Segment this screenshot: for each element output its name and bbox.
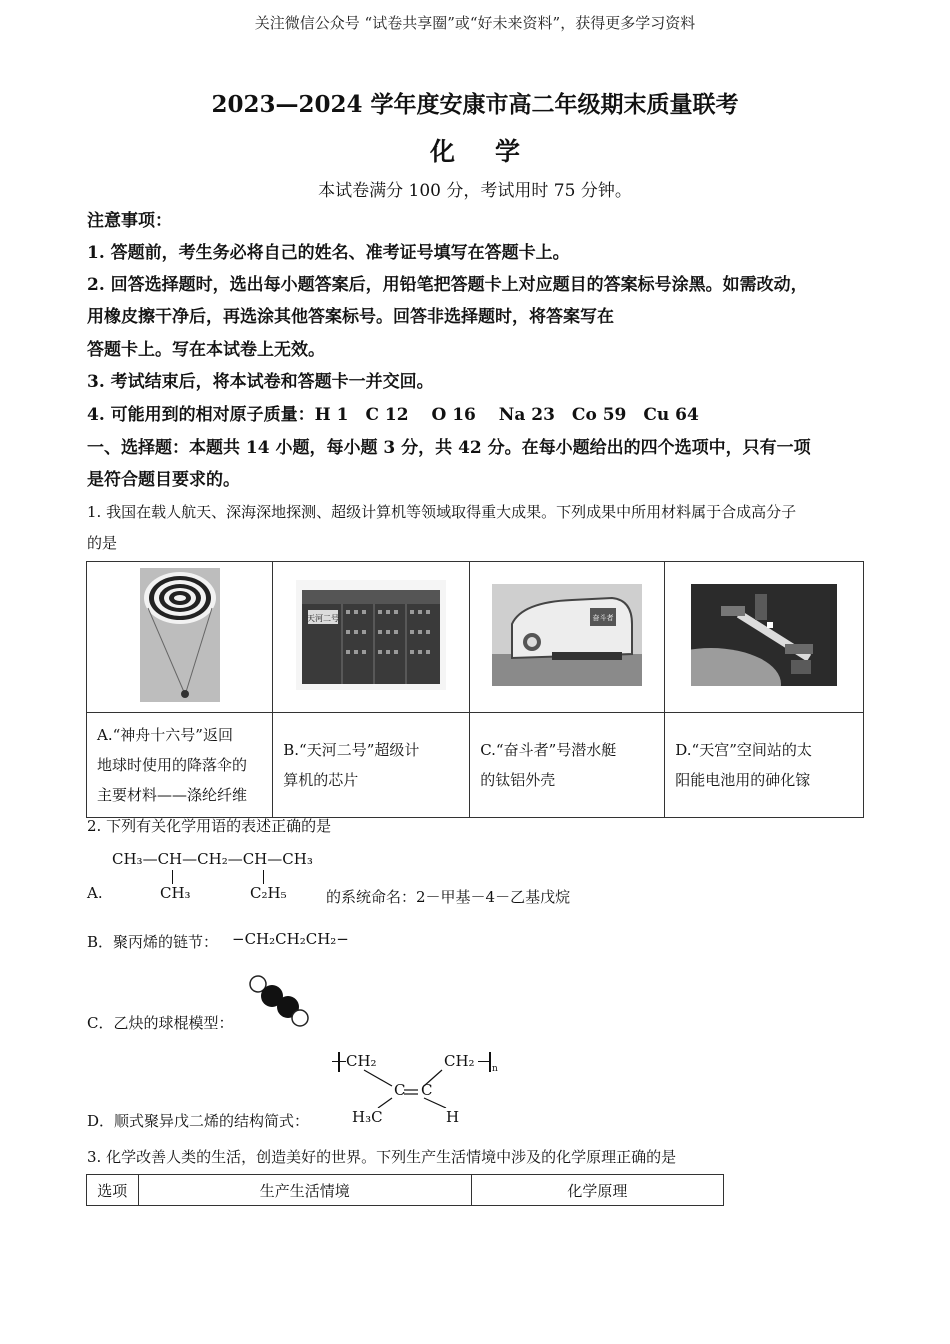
polyisoprene-h: H — [446, 1108, 460, 1126]
supercomputer-screen-label: 天河二号 — [307, 614, 340, 623]
exam-info: 本试卷满分 100 分，考试用时 75 分钟。 — [318, 181, 632, 201]
notice-heading: 注意事项： — [87, 211, 172, 231]
q1-option-c — [470, 713, 665, 818]
q2-option-b-formula: −CH₂CH₂CH₂− — [232, 930, 349, 948]
q1-image-c-cell — [470, 562, 665, 713]
header-note: 关注微信公众号 “试卷共享圈”或“好未来资料”，获得更多学习资料 — [254, 14, 696, 32]
q1-option-b-line2: 算机的芯片 — [283, 771, 359, 789]
section1-line1: 一、选择题：本题共 14 小题，每小题 3 分，共 42 分。在每小题给出的四个选项中，只有一项 — [87, 438, 811, 458]
q2-stem: 2. 下列有关化学用语的表述正确的是 — [87, 817, 332, 835]
polyisoprene-bracket-left — [338, 1052, 340, 1072]
submarine-image — [492, 584, 642, 686]
notice-item-4: 4. 可能用到的相对原子质量：H 1 C 12 O 16 Na 23 Co 59 Cu 64 — [87, 405, 699, 425]
notice-item-2c: 答题卡上。写在本试卷上无效。 — [87, 340, 325, 360]
q1-option-b — [273, 713, 470, 818]
q2-option-a-text: 的系统命名：2－甲基－4－乙基戊烷 — [326, 888, 571, 906]
polyisoprene-bonds — [356, 1068, 456, 1108]
polyisoprene-n: n — [492, 1064, 498, 1074]
q3-header-scenario: 生产生活情境 — [138, 1175, 471, 1206]
q1-option-a-line1: A.“神舟十六号”返回 — [97, 726, 233, 744]
q1-option-a — [87, 713, 273, 818]
q1-options-table — [86, 561, 864, 818]
space-station-image — [691, 584, 837, 686]
section1-line2: 是符合题目要求的。 — [87, 470, 240, 490]
q1-option-c-line1: C.“奋斗者”号潜水艇 — [480, 741, 617, 759]
q2-option-d-text: D．顺式聚异戊二烯的结构简式： — [87, 1112, 310, 1130]
notice-item-3: 3. 考试结束后，将本试卷和答题卡一并交回。 — [87, 372, 434, 392]
acetylene-ball-stick-model — [244, 972, 314, 1030]
polyisoprene-bond-left — [332, 1061, 346, 1062]
subject-title: 化学 — [429, 137, 560, 166]
q2-a-bond-2 — [263, 870, 264, 884]
q2-option-a-prefix: A. — [87, 884, 103, 902]
q3-stem: 3. 化学改善人类的生活，创造美好的世界。下列生产生活情境中涉及的化学原理正确的是 — [87, 1148, 677, 1166]
notice-item-1: 1. 答题前，考生务必将自己的姓名、准考证号填写在答题卡上。 — [87, 243, 570, 263]
polyisoprene-ch2-left: CH₂ — [346, 1052, 377, 1070]
q1-option-c-line2: 的钛铝外壳 — [480, 771, 556, 789]
notice-item-2b: 用橡皮擦干净后，再选涂其他答案标号。回答非选择题时，将答案写在 — [87, 307, 614, 327]
q2-a-bond-1 — [172, 870, 173, 884]
q2-option-b-text: B．聚丙烯的链节： — [87, 933, 219, 951]
q2-a-formula-sub1: CH₃ — [160, 884, 191, 902]
q3-header-option: 选项 — [87, 1175, 139, 1206]
supercomputer-image — [296, 580, 446, 690]
q1-stem-line1: 1. 我国在载人航天、深海深地探测、超级计算机等领域取得重大成果。下列成果中所用材料属于合成高分子 — [87, 503, 797, 521]
parachute-image — [140, 568, 220, 702]
q1-option-a-line2: 地球时使用的降落伞的 — [97, 756, 248, 774]
q3-table — [86, 1174, 724, 1206]
polyisoprene-c-left: C — [394, 1081, 406, 1099]
q2-a-formula-sub2: C₂H₅ — [250, 884, 287, 902]
q1-image-a-cell — [87, 562, 273, 713]
q2-a-formula-main: CH₃—CH—CH₂—CH—CH₃ — [112, 850, 313, 868]
q1-option-a-line3: 主要材料——涤纶纤维 — [97, 786, 248, 804]
q3-header-principle: 化学原理 — [471, 1175, 723, 1206]
q1-stem-line2: 的是 — [87, 534, 118, 552]
q1-image-d-cell — [665, 562, 864, 713]
q1-option-d-line1: D.“天宫”空间站的太 — [675, 741, 812, 759]
polyisoprene-c-right: C — [421, 1081, 433, 1099]
q1-image-b-cell — [273, 562, 470, 713]
polyisoprene-bracket-right — [489, 1052, 491, 1072]
q1-option-d — [665, 713, 864, 818]
polyisoprene-h3c: H₃C — [352, 1108, 383, 1126]
submarine-label: 奋斗者 — [592, 614, 614, 622]
exam-title: 2023—2024 学年度安康市高二年级期末质量联考 — [211, 91, 739, 118]
polyisoprene-ch2-right: CH₂ — [444, 1052, 475, 1070]
q1-option-d-line2: 阳能电池用的砷化镓 — [675, 771, 811, 789]
notice-item-2a: 2. 回答选择题时，选出每小题答案后，用铅笔把答题卡上对应题目的答案标号涂黑。如需改动， — [87, 275, 808, 295]
q1-option-b-line1: B.“天河二号”超级计 — [283, 741, 420, 759]
q2-option-c-text: C．乙炔的球棍模型： — [87, 1014, 234, 1032]
